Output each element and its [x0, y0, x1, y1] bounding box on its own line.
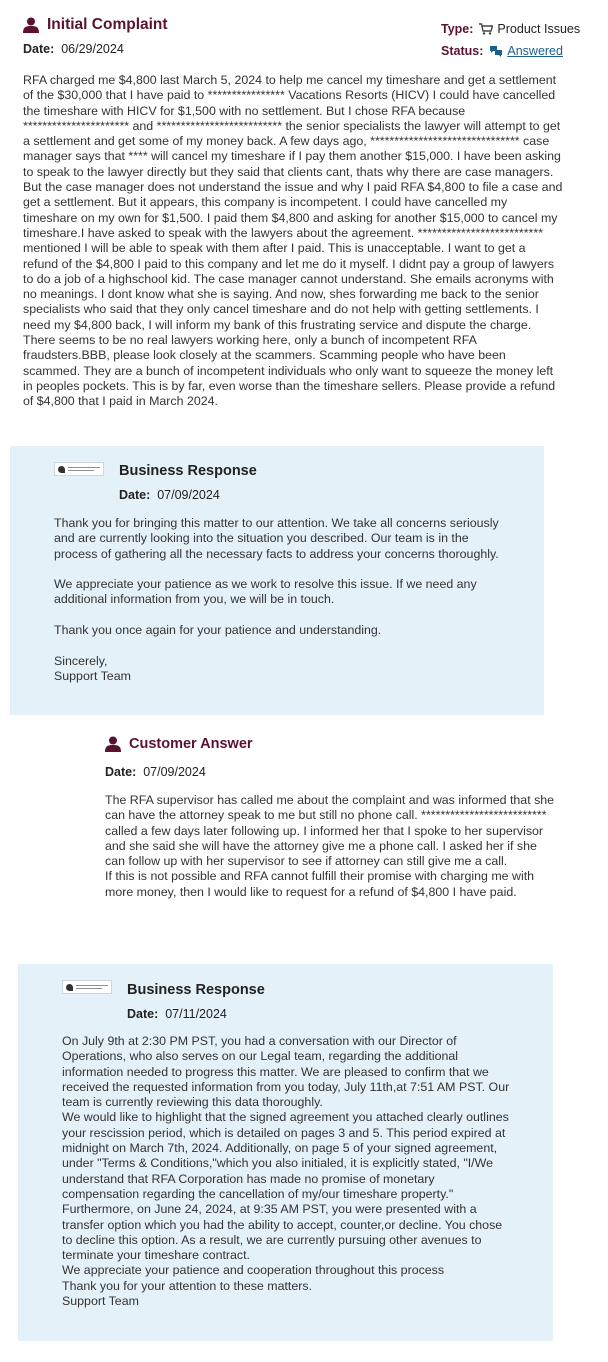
chat-bubbles-icon [489, 45, 503, 57]
logo-lines [76, 985, 108, 989]
customer-answer-title-row [105, 736, 253, 752]
type-row [441, 18, 580, 40]
response-paragraph: Thank you for bringing this matter to our attention. We take all concerns seriously and are currently looking into the situation you described. Our team is in the process of gathering all the necessary facts to address your concerns thoroughly. [54, 516, 499, 561]
complaint-date-label: Date: [23, 42, 55, 56]
business-response-date [127, 1007, 227, 1021]
customer-answer-title: Customer Answer [129, 736, 253, 752]
business-response-date-value: 07/09/2024 [157, 488, 220, 502]
customer-answer-date-value: 07/09/2024 [143, 765, 206, 779]
business-response-1 [10, 446, 544, 715]
logo-mark-icon [66, 984, 73, 991]
customer-answer-date [105, 765, 206, 779]
business-response-date-label: Date: [119, 488, 151, 502]
response-paragraph: Thank you once again for your patience and understanding. [54, 623, 382, 638]
business-response-date-label: Date: [127, 1007, 159, 1021]
complaint-meta [441, 18, 580, 62]
complaint-date [23, 42, 124, 56]
business-response-title: Business Response [119, 463, 257, 479]
complaint-date-value: 06/29/2024 [61, 42, 124, 56]
customer-answer [105, 733, 555, 923]
logo-mark-icon [58, 466, 65, 473]
user-icon [105, 736, 121, 752]
complaint-text: RFA charged me $4,800 last March 5, 2024 to help me cancel my timeshare and get a settlement of the $30,000 that I have paid to **************** Vacations Resorts (HICV) I could have cancelled the timeshare with HICV for $1,500 with no settlement. But I chose RFA because ********************** and ************************** the senior specialists the lawyer will attempt to get a settlement and get some of my money back. A few days ago, ******************************* case manager says that **** will cancel my timeshare if I pay them another $15,000. I have been asking to speak to the lawyer directly but they said that clients cant, thats why there are case managers. But the case manager does not understand the issue and why I paid RFA $4,800 to file a case and get a settlement. But it appears, this company is incompetent. I could have cancelled my timeshare on my own for $1,500. I paid them $4,800 and asking for another $15,000 to cancel my timeshare.I have asked to speak with the lawyers about the agreement. ************************** mentioned I will be able to speak with them after I paid. This is unacceptable. I want to get a refund of the $4,800 I paid to this company and let me do it myself. I didnt pay a group of lawyers to do a job of a highschool kid. The case manager cannot understand. She emails acronyms with no meanings. I dont know what she is saying. And now, shes forwarding me back to the senior specialists who said that they only cancel timeshare and do not help with getting settlements. I need my $4,800 back, I will inform my bank of this frustrating service and dispute the charge. There seems to be no real lawyers working here, only a bunch of incompetent RFA fraudsters.BBB, please look closely at the scammers. Scamming people who have been scammed. They are a bunch of incompetent individuals who only want to squeeze the money left in peoples pockets. This is by far, even worse than the timeshare sellers. Please provide a refund of $4,800 that I paid in March 2024. [23, 73, 563, 409]
status-label: Status: [441, 44, 484, 58]
business-response-date [119, 488, 220, 502]
status-row [441, 40, 580, 62]
company-logo [62, 980, 112, 994]
shopping-cart-icon [479, 23, 493, 35]
type-value: Product Issues [497, 22, 581, 36]
business-response-2 [18, 964, 553, 1341]
user-icon [23, 17, 39, 33]
complaint-title-row [23, 16, 168, 34]
customer-answer-date-label: Date: [105, 765, 137, 779]
response-paragraph: We appreciate your patience as we work to resolve this issue. If we need any additional information from you, we will be in touch. [54, 577, 477, 607]
business-response-date-value: 07/11/2024 [165, 1007, 227, 1021]
customer-answer-text: The RFA supervisor has called me about the complaint and was informed that she can have the attorney speak to me but still no phone call. ************************** called a few days later following up. I informed her that I spoke to her supervisor and she said she will have the attorney give me a phone call. I asked her if she can follow up with her supervisor to see if attorney can still give me a call. If this is not possible and RFA cannot fulfill their promise with charging me with more money, then I would like to request for a refund of $4,800 I have paid. [105, 793, 555, 899]
type-label: Type: [441, 22, 474, 36]
status-link[interactable]: Answered [507, 44, 563, 58]
complaint-header [23, 14, 583, 62]
business-response-title: Business Response [127, 982, 265, 998]
business-response-text: On July 9th at 2:30 PM PST, you had a conversation with our Director of Operations, who also serves on our Legal team, regarding the additional information needed to progress this matter. We are pleased to confirm that we received the requested information from you today, July 11th,at 7:51 AM PST. Our team is currently reviewing this data thoroughly. We would like to highlight that the signed agreement you attached clearly outlines your rescission period, which is detailed on pages 3 and 5. This period expired at midnight on March 7th, 2024. Additionally, on page 5 of your signed agreement, under "Terms & Conditions,"which you also initialed, it is explicitly stated, "I/We understand that RFA Corporation has made no promise of monetary compensation regarding the cancellation of my/our timeshare property." Furthermore, on June 24, 2024, at 9:35 AM PST, you were presented with a transfer option which you had the ability to accept, counter,or decline. You chose to decline this option. As a result, we are currently pursuing other avenues to terminate your timeshare contract. We appreciate your patience and cooperation throughout this process Thank you for your attention to these matters. Support Team [62, 1034, 510, 1309]
logo-lines [68, 467, 100, 471]
business-response-text [54, 516, 504, 684]
response-signature: Sincerely, Support Team [54, 653, 131, 683]
complaint-title: Initial Complaint [47, 16, 168, 33]
company-logo [54, 462, 104, 476]
